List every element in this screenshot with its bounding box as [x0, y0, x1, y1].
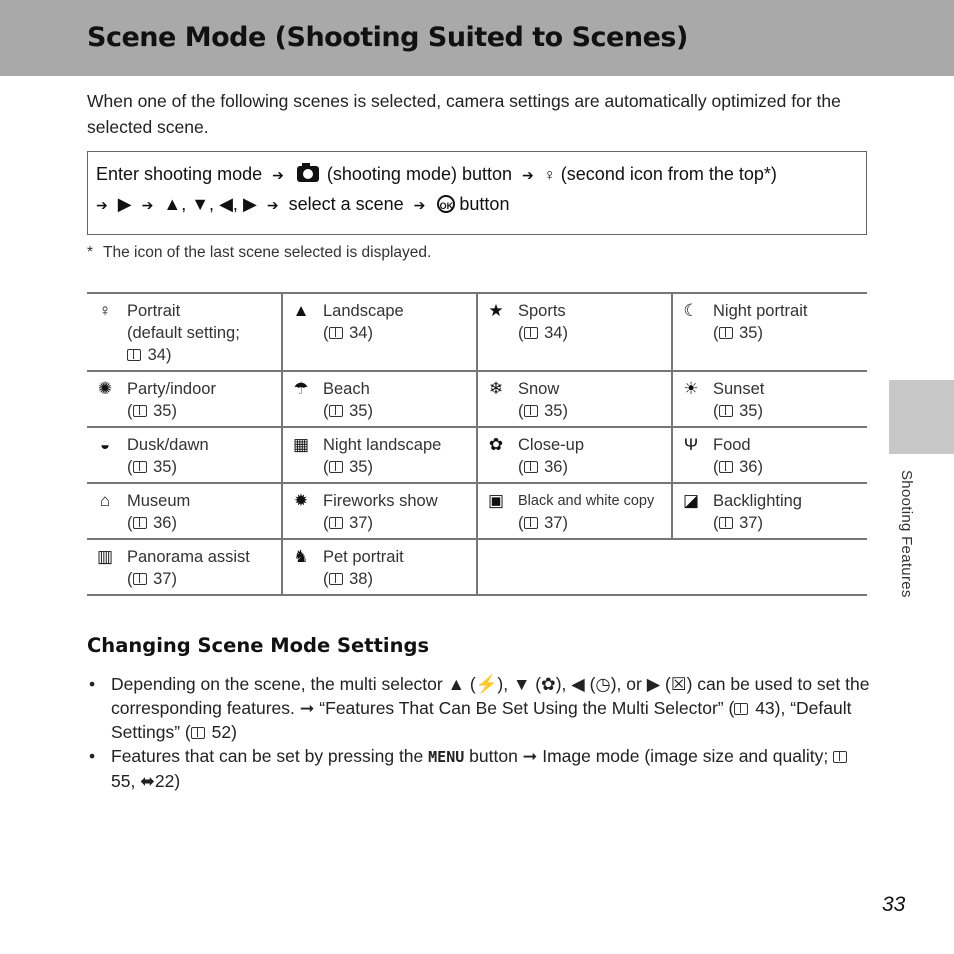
arrow-right-icon: ➔ — [522, 167, 534, 183]
bullet2-ref1: 55, — [111, 771, 136, 791]
comma: , — [181, 194, 187, 214]
scene-ref-page: 38) — [349, 570, 373, 588]
reference-arrow-icon: ➞ — [299, 698, 315, 718]
selector-down-icon: ▼ — [191, 194, 210, 214]
scene-ref: ( 34) — [323, 324, 373, 342]
scene-cell — [282, 483, 477, 539]
scene-name: Snow — [518, 380, 560, 398]
macro-mode-text: (✿), — [535, 674, 567, 694]
arrow-right-icon: ➔ — [413, 197, 426, 213]
table-row — [87, 293, 867, 371]
sports-icon: ★ — [488, 301, 504, 320]
scene-ref-page: 37) — [739, 514, 763, 532]
arrow-right-icon: ➔ — [272, 167, 284, 183]
camera-icon — [297, 166, 319, 182]
scene-name: Black and white copy — [518, 493, 655, 509]
scene-ref: ( 35) — [713, 402, 763, 420]
menu-button-icon: MENU — [428, 748, 465, 766]
bullet1-ref1: 43), “Default Settings” ( — [111, 698, 852, 742]
procedure-line-1 — [96, 164, 777, 185]
sunset-icon: ☀ — [683, 379, 699, 398]
selector-right-icon: ▶ — [117, 194, 132, 214]
selector-down-icon: ▼ — [513, 674, 531, 694]
exposure-comp-text: (☒) can be used to set the corresponding features. — [111, 674, 870, 718]
page-ref-icon — [719, 517, 733, 529]
scene-ref-page: 34) — [147, 346, 172, 364]
page-ref-icon — [719, 327, 733, 339]
museum-icon: ⌂ — [99, 491, 111, 510]
table-row — [87, 371, 867, 427]
list-item — [87, 744, 872, 793]
scene-table — [87, 292, 867, 596]
scene-ref: ( 37) — [323, 514, 373, 532]
scene-ref-page: 35) — [349, 458, 373, 476]
panorama-assist-icon: ▥ — [96, 547, 114, 566]
scene-ref: ( 36) — [518, 458, 568, 476]
fireworks-icon: ✹ — [293, 491, 309, 510]
procedure-enter: Enter shooting mode — [96, 164, 263, 184]
bullet-list — [87, 672, 872, 793]
page-ref-icon — [329, 517, 343, 529]
reference-arrow-icon: ➞ — [522, 746, 538, 766]
night-landscape-icon: ▦ — [292, 435, 310, 454]
page-ref-icon — [191, 727, 205, 739]
scene-portrait-icon: ♀ — [543, 167, 556, 184]
page-ref-icon — [524, 405, 538, 417]
page-ref-icon — [719, 405, 733, 417]
scene-cell — [477, 371, 672, 427]
scene-ref: ( 35) — [323, 458, 373, 476]
scene-name: Museum — [127, 492, 191, 510]
list-item: • Depending on the scene, the multi selector ▲ (⚡), ▼ (✿), ◀ (◷), or ▶ (☒) can be used to set the corresponding features. ➞ “Features That Can Be Set Using the Multi Selector” ( 43), “Default Settings” ( 52) — [87, 672, 872, 744]
footnote — [87, 244, 431, 262]
scene-ref-page: 37) — [349, 514, 373, 532]
page-ref-icon — [127, 349, 141, 361]
night-portrait-icon: ☾ — [683, 301, 699, 320]
scene-ref: ( 35) — [713, 324, 763, 342]
page-ref-icon — [133, 517, 147, 529]
table-row — [87, 483, 867, 539]
scene-ref: ( 36) — [713, 458, 763, 476]
selector-right-icon: ▶ — [646, 674, 661, 694]
scene-ref: ( 37) — [127, 570, 177, 588]
scene-name: Night portrait — [713, 302, 808, 320]
comma: , — [209, 194, 215, 214]
reference-section-icon: ⬌ — [140, 771, 155, 791]
procedure-box — [87, 151, 867, 235]
procedure-shooting-mode-button: (shooting mode) button — [326, 164, 513, 184]
scene-name: Night landscape — [323, 436, 442, 454]
scene-ref-page: 37) — [153, 570, 177, 588]
scene-name: Party/indoor — [127, 380, 216, 398]
empty-cell — [477, 539, 867, 595]
scene-cell — [87, 427, 282, 483]
scene-ref-page: 34) — [544, 324, 568, 342]
scene-name: Dusk/dawn — [127, 436, 209, 454]
bullet1-ref2: 52) — [211, 722, 237, 742]
scene-cell — [282, 371, 477, 427]
scene-cell — [87, 371, 282, 427]
page-number: 33 — [882, 893, 906, 916]
table-row — [87, 427, 867, 483]
scene-cell — [672, 293, 867, 371]
scene-name: Beach — [323, 380, 370, 398]
bullet1-text-b: “Features That Can Be Set Using the Multi Selector” — [319, 698, 724, 718]
page-ref-icon — [329, 573, 343, 585]
page-ref-icon — [133, 405, 147, 417]
scene-ref-page: 35) — [739, 324, 763, 342]
backlighting-icon: ◪ — [682, 491, 700, 510]
page-ref-icon — [719, 461, 733, 473]
scene-name: Backlighting — [713, 492, 802, 510]
scene-ref: ( 36) — [127, 514, 177, 532]
scene-name: Sports — [518, 302, 566, 320]
scene-ref-page: 36) — [544, 458, 568, 476]
selector-right-icon: ▶ — [242, 194, 257, 214]
scene-ref: ( 34) — [518, 324, 568, 342]
intro-paragraph: When one of the following scenes is selected, camera settings are automatically optimized for the selected scene. — [87, 91, 841, 137]
scene-cell — [672, 483, 867, 539]
bullet2-ref2: 22) — [154, 771, 181, 791]
arrow-right-icon: ➔ — [141, 197, 154, 213]
scene-ref-page: 37) — [544, 514, 568, 532]
scene-name: Food — [713, 436, 751, 454]
footnote-text: The icon of the last scene selected is displayed. — [103, 244, 432, 261]
landscape-icon: ▲ — [292, 301, 310, 320]
side-tab-label: Shooting Features — [898, 470, 915, 598]
black-white-copy-icon: ▣ — [487, 491, 505, 510]
scene-cell — [477, 427, 672, 483]
scene-ref-page: 36) — [153, 514, 177, 532]
ok-icon: OK — [437, 195, 455, 213]
beach-icon: ☂ — [293, 379, 309, 398]
scene-cell — [477, 293, 672, 371]
bullet2-text-c: Image mode (image size and quality; — [542, 746, 829, 766]
scene-name: Panorama assist — [127, 548, 250, 566]
procedure-line-2 — [96, 194, 509, 215]
procedure-second-icon: (second icon from the top*) — [560, 164, 777, 184]
page-ref-icon — [133, 461, 147, 473]
page-ref-icon — [734, 703, 748, 715]
scene-note: (default setting; — [127, 324, 240, 342]
scene-cell — [477, 483, 672, 539]
scene-name: Portrait — [127, 302, 181, 320]
page-ref-icon — [524, 327, 538, 339]
party-indoor-icon: ✺ — [97, 379, 113, 398]
scene-name: Landscape — [323, 302, 404, 320]
flash-mode-text: (⚡), — [469, 674, 509, 694]
page-ref-icon — [833, 751, 847, 763]
portrait-icon: ♀ — [98, 301, 112, 320]
scene-cell — [87, 539, 282, 595]
page-ref-icon — [329, 327, 343, 339]
scene-ref-page: 35) — [544, 402, 568, 420]
scene-ref-page: 34) — [349, 324, 373, 342]
scene-cell — [87, 293, 282, 371]
scene-ref: ( 38) — [323, 570, 373, 588]
page-ref-icon — [133, 573, 147, 585]
selector-up-icon: ▲ — [163, 194, 182, 214]
bullet2-text-a: Features that can be set by pressing the — [111, 746, 424, 766]
section-heading: Changing Scene Mode Settings — [87, 634, 430, 657]
scene-cell — [87, 483, 282, 539]
scene-ref: ( 35) — [518, 402, 568, 420]
dusk-dawn-icon: ◒ — [99, 435, 111, 454]
procedure-select-scene: select a scene — [288, 194, 404, 214]
scene-name: Pet portrait — [323, 548, 404, 566]
bullet1-text-a: Depending on the scene, the multi selector — [111, 674, 443, 694]
scene-cell — [282, 539, 477, 595]
scene-name: Close-up — [518, 436, 585, 454]
pet-portrait-icon: ♞ — [293, 547, 309, 566]
scene-ref: ( 35) — [127, 458, 177, 476]
page-ref-icon — [329, 405, 343, 417]
self-timer-text: (◷), or — [589, 674, 642, 694]
procedure-ok-button: button — [459, 194, 510, 214]
close-up-icon: ✿ — [488, 435, 504, 454]
selector-left-icon: ◀ — [571, 674, 585, 694]
footnote-marker: * — [87, 244, 94, 261]
scene-ref-page: 35) — [153, 402, 177, 420]
scene-cell — [282, 293, 477, 371]
table-row — [87, 539, 867, 595]
scene-ref: ( 37) — [518, 514, 568, 532]
scene-name: Fireworks show — [323, 492, 438, 510]
scene-cell — [282, 427, 477, 483]
comma: , — [232, 194, 238, 214]
page-ref-icon — [329, 461, 343, 473]
page-ref-icon — [524, 461, 538, 473]
scene-ref: ( 37) — [713, 514, 763, 532]
scene-cell — [672, 427, 867, 483]
snow-icon: ❄ — [488, 379, 504, 398]
scene-ref — [127, 344, 277, 366]
page-ref-icon — [524, 517, 538, 529]
arrow-right-icon: ➔ — [96, 197, 108, 213]
scene-ref-page: 36) — [739, 458, 763, 476]
arrow-right-icon: ➔ — [266, 197, 279, 213]
page-title: Scene Mode (Shooting Suited to Scenes) — [87, 22, 688, 53]
scene-ref-page: 35) — [349, 402, 373, 420]
bullet2-text-b: button — [469, 746, 518, 766]
side-tab — [889, 380, 954, 454]
selector-left-icon: ◀ — [219, 194, 233, 214]
selector-up-icon: ▲ — [447, 674, 465, 694]
scene-ref: ( 35) — [127, 402, 177, 420]
scene-cell — [672, 371, 867, 427]
scene-ref-page: 35) — [739, 402, 763, 420]
scene-name: Sunset — [713, 380, 765, 398]
scene-ref-page: 35) — [153, 458, 177, 476]
scene-ref: ( 35) — [323, 402, 373, 420]
food-icon: Ψ — [683, 435, 699, 454]
